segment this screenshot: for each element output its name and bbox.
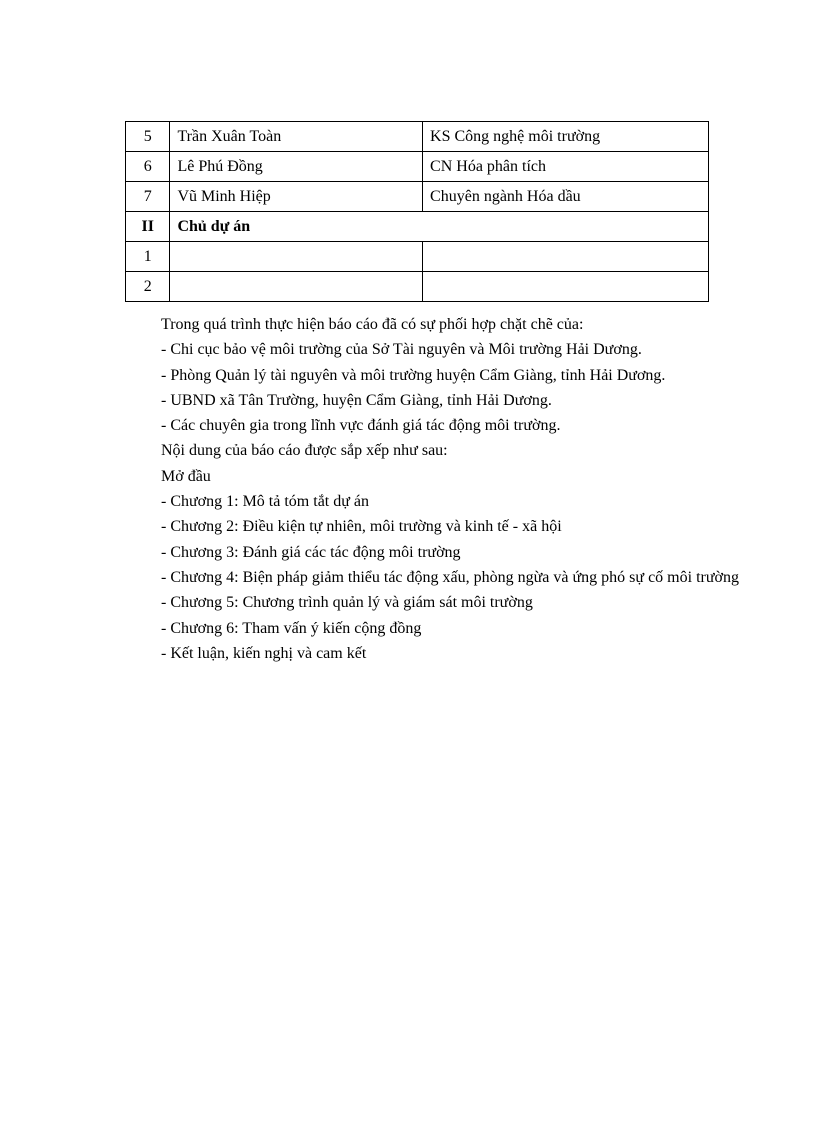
collaborator-item: - Các chuyên gia trong lĩnh vực đánh giá tác động môi trường. — [161, 417, 561, 435]
contents-item: - Kết luận, kiến nghị và cam kết — [161, 644, 367, 662]
section-title: Chủ dự án — [170, 212, 709, 242]
member-qualification: Chuyên ngành Hóa dầu — [423, 182, 709, 212]
row-number: 7 — [126, 182, 170, 212]
staff-table — [125, 121, 709, 302]
contents-item: - Chương 5: Chương trình quản lý và giám sát môi trường — [161, 594, 533, 612]
contents-item: - Chương 2: Điều kiện tự nhiên, môi trường và kinh tế - xã hội — [161, 518, 562, 536]
member-name: Lê Phú Đồng — [170, 152, 423, 182]
row-number: 1 — [126, 242, 170, 272]
table-row — [126, 152, 709, 182]
member-qualification: CN Hóa phân tích — [423, 152, 709, 182]
section-header-row — [126, 212, 709, 242]
member-name — [170, 272, 423, 302]
collaborator-item: - UBND xã Tân Trường, huyện Cẩm Giàng, tỉnh Hải Dương. — [161, 391, 552, 409]
row-number: 5 — [126, 122, 170, 152]
member-qualification — [423, 272, 709, 302]
member-name — [170, 242, 423, 272]
member-name: Vũ Minh Hiệp — [170, 182, 423, 212]
row-number: 2 — [126, 272, 170, 302]
contents-item: - Chương 6: Tham vấn ý kiến cộng đồng — [161, 619, 422, 637]
member-qualification — [423, 242, 709, 272]
row-number: 6 — [126, 152, 170, 182]
collaborator-item: - Chi cục bảo vệ môi trường của Sở Tài nguyên và Môi trường Hải Dương. — [161, 341, 642, 359]
table-row — [126, 122, 709, 152]
table-row — [126, 182, 709, 212]
contents-item: Mở đầu — [161, 467, 211, 485]
contents-item: - Chương 3: Đánh giá các tác động môi trường — [161, 543, 461, 561]
intro-paragraph: Trong quá trình thực hiện báo cáo đã có sự phối hợp chặt chẽ của: — [161, 316, 584, 333]
contents-intro: Nội dung của báo cáo được sắp xếp như sau: — [161, 442, 448, 460]
contents-item: - Chương 1: Mô tả tóm tắt dự án — [161, 493, 370, 511]
member-qualification: KS Công nghệ môi trường — [423, 122, 709, 152]
contents-item: - Chương 4: Biện pháp giảm thiểu tác động xấu, phòng ngừa và ứng phó sự cố môi trường — [161, 568, 739, 586]
body-text — [113, 312, 743, 666]
member-name: Trần Xuân Toàn — [170, 122, 423, 152]
table-row — [126, 242, 709, 272]
table-row — [126, 272, 709, 302]
collaborator-item: - Phòng Quản lý tài nguyên và môi trường huyện Cẩm Giàng, tỉnh Hải Dương. — [161, 366, 666, 384]
section-number: II — [126, 212, 170, 242]
